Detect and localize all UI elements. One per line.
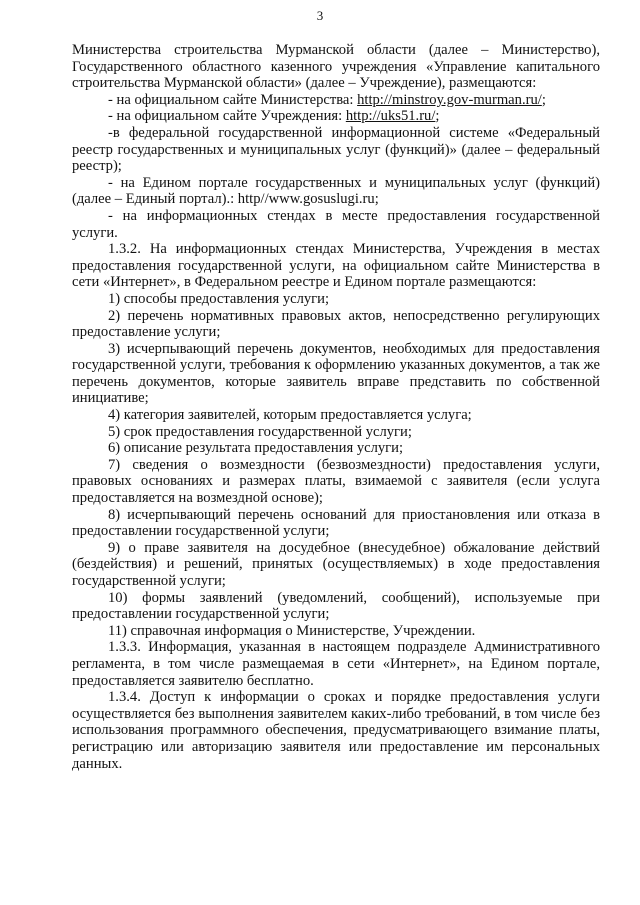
paragraph-federal-registry: -в федеральной государственной информационной системе «Федеральный реестр государственных и муниципальных услуг (функций)» (далее – федеральный реестр); <box>72 124 600 175</box>
paragraph-ministry-site <box>72 92 600 109</box>
list-item-6: 6) описание результата предоставления услуги; <box>108 440 404 457</box>
list-item-10: 10) формы заявлений (уведомлений, сообщений), используемые при предоставлении государственной услуги; <box>72 589 600 623</box>
institution-site-suffix: ; <box>435 108 440 125</box>
paragraph-intro: Министерства строительства Мурманской области (далее – Министерство), Государственного областного казенного учреждения «Управление капитального строительства Мурманской области» (далее – Учреждение), размещаются: <box>72 42 600 92</box>
list-item-9: 9) о праве заявителя на досудебное (внесудебное) обжалование действий (бездействия) и решений, принятых (осуществляемых) в ходе предоставления государственной услуги; <box>72 539 600 589</box>
document-body <box>72 42 600 772</box>
list-item-8: 8) исчерпывающий перечень оснований для приостановления или отказа в предоставлении государственной услуги; <box>72 506 600 540</box>
list-item-3: 3) исчерпывающий перечень документов, необходимых для предоставления государственной услуги, требования к оформлению указанных документов, а так же перечень документов, которые заявитель вправе представить по собственной инициативе; <box>72 340 600 407</box>
ministry-site-link[interactable]: http://minstroy.gov-murman.ru/ <box>357 91 542 108</box>
paragraph-institution-site <box>72 108 600 125</box>
institution-site-link[interactable]: http://uks51.ru/ <box>345 108 436 125</box>
ministry-site-suffix: ; <box>541 91 546 108</box>
list-item-5: 5) срок предоставления государственной услуги; <box>108 423 412 440</box>
paragraph-unified-portal: - на Едином портале государственных и муниципальных услуг (функций) (далее – Единый портал).: http//www.gosuslugi.ru; <box>72 174 600 208</box>
page-number: 3 <box>316 8 324 23</box>
ministry-site-label: - на официальном сайте Министерства: <box>108 91 358 108</box>
list-item-4: 4) категория заявителей, которым предоставляется услуга; <box>108 407 472 424</box>
list-item-1: 1) способы предоставления услуги; <box>108 290 330 307</box>
list-item-2: 2) перечень нормативных правовых актов, непосредственно регулирующих предоставление услуги; <box>72 307 600 341</box>
paragraph-section-1-3-4: 1.3.4. Доступ к информации о сроках и порядке предоставления услуги осуществляется без выполнения заявителем каких-либо требований, в том числе без использования программного обеспечения, предусматривающего взимание платы, регистрацию или авторизацию заявителя или предоставление им персональных данных. <box>72 689 600 772</box>
list-item-7: 7) сведения о возмездности (безвозмездности) предоставления услуги, правовых основаниях и размерах платы, взимаемой с заявителя (если услуга предоставляется на возмездной основе); <box>72 456 600 507</box>
list-item-11: 11) справочная информация о Министерстве, Учреждении. <box>108 622 476 639</box>
institution-site-label: - на официальном сайте Учреждения: <box>108 108 346 125</box>
paragraph-section-1-3-3: 1.3.3. Информация, указанная в настоящем подразделе Административного регламента, в том числе размещаемая в сети «Интернет», на Едином портале, предоставляется заявителю бесплатно. <box>72 639 600 689</box>
paragraph-section-1-3-2: 1.3.2. На информационных стендах Министерства, Учреждения в местах предоставления государственной услуги, на официальном сайте Министерства в сети «Интернет», в Федеральном реестре и Едином портале размещаются: <box>72 241 600 291</box>
paragraph-info-stands: - на информационных стендах в месте предоставления государственной услуги. <box>72 207 600 241</box>
